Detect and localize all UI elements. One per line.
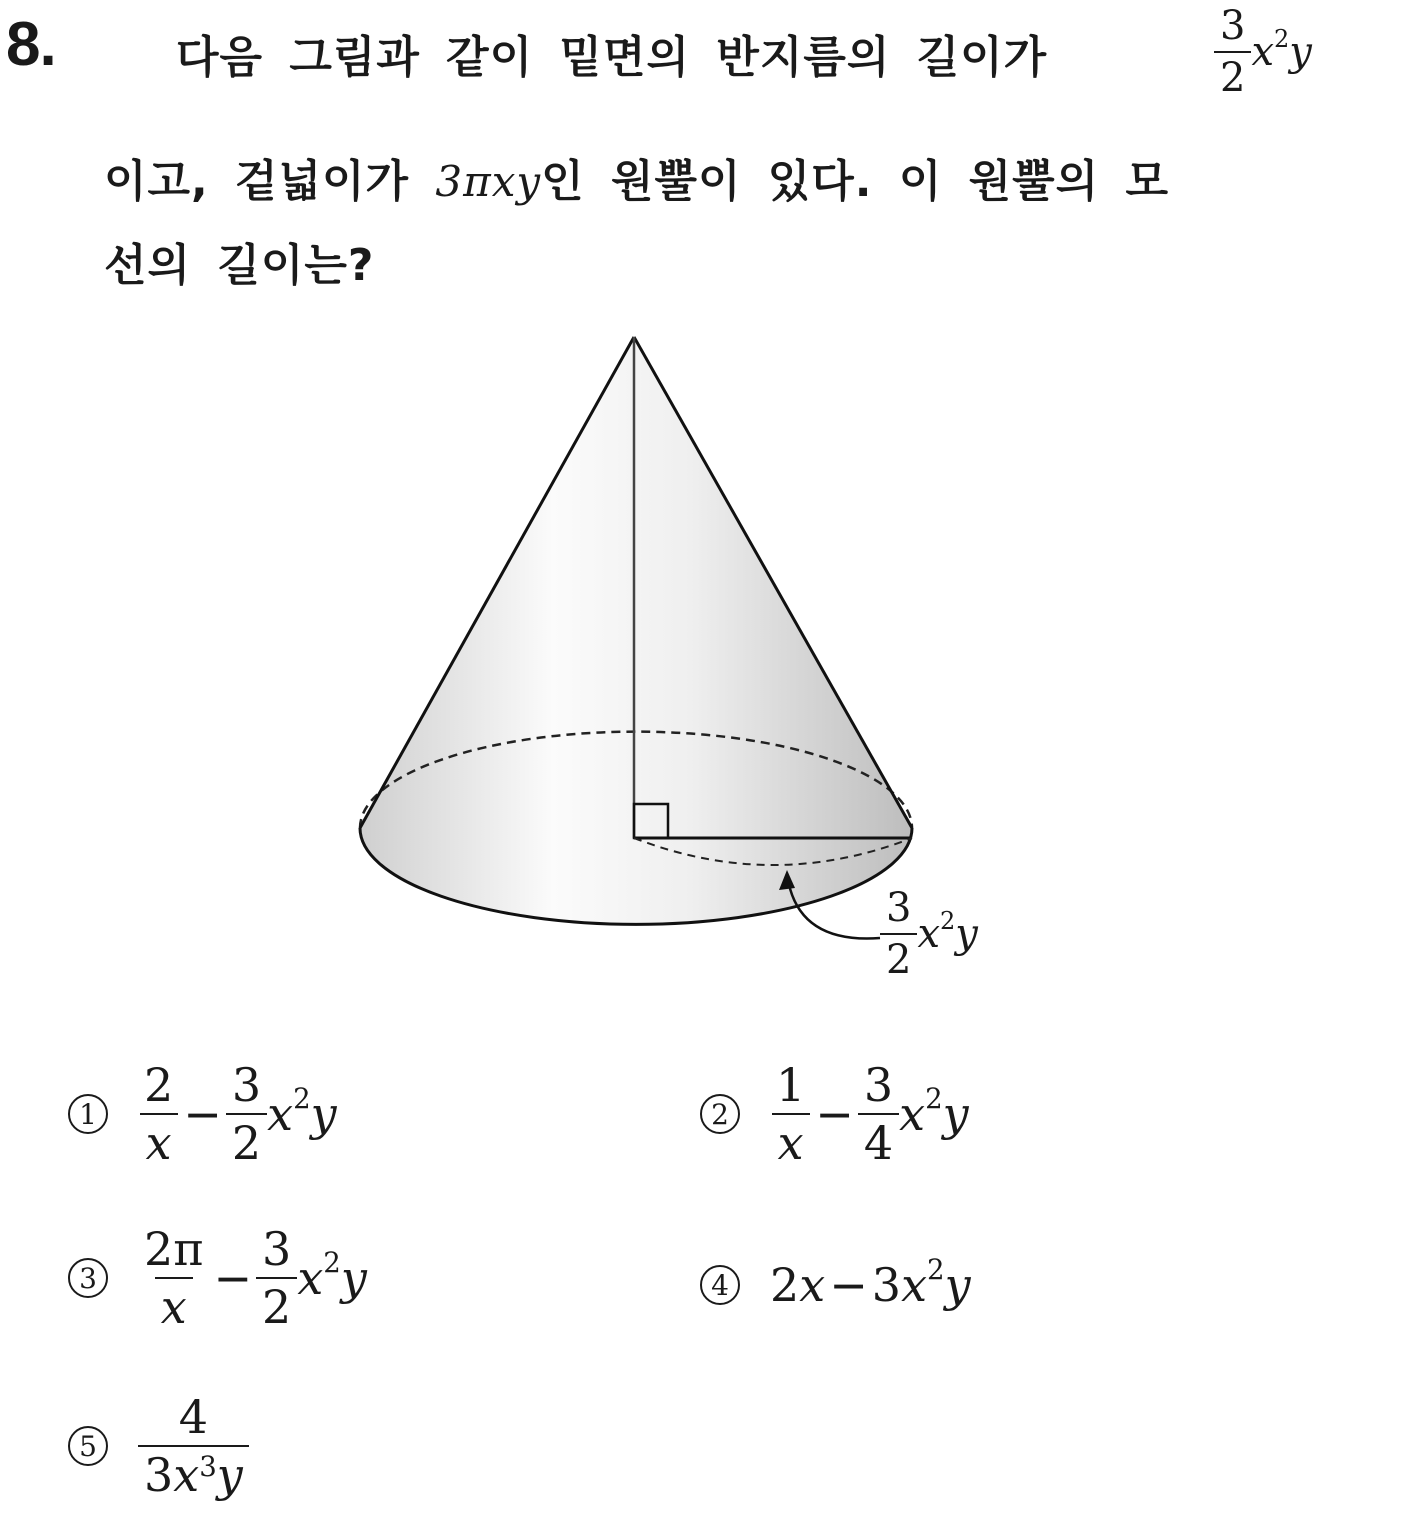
choice-5-expression: $\frac{4}{3x^3y}$	[138, 1394, 249, 1498]
choice-1-marker: 1	[68, 1094, 108, 1134]
line2-suffix: 인 원뿔이 있다. 이 원뿔의 모	[541, 156, 1169, 207]
cone-body	[360, 337, 912, 924]
choice-3-marker: 3	[68, 1258, 108, 1298]
question-line-2	[104, 156, 1169, 207]
line2-prefix: 이고, 겉넓이가	[104, 156, 410, 207]
cone-figure	[340, 320, 940, 960]
choice-1-expression: $\frac{2}{x}$ − $\frac{3}{2}$ x $^2$ y	[138, 1062, 337, 1166]
radius-fraction: $\frac{3}{2}$	[1214, 6, 1251, 98]
radius-expression: $\frac{3}{2}$ x $^2$ y	[1214, 6, 1312, 98]
choice-4[interactable]	[700, 1253, 971, 1312]
choice-1[interactable]	[68, 1058, 337, 1170]
surface-area-expression: 3πxy	[435, 157, 542, 206]
choice-5[interactable]	[68, 1390, 249, 1502]
question-line-3: 선의 길이는?	[104, 240, 375, 291]
choice-2-marker: 2	[700, 1094, 740, 1134]
choice-5-marker: 5	[68, 1426, 108, 1466]
question-number: 8.	[6, 10, 56, 79]
choice-2-expression: $\frac{1}{x}$ − $\frac{3}{4}$ x $^2$ y	[770, 1062, 969, 1166]
question-line-1: 다음 그림과 같이 밑면의 반지름의 길이가	[176, 32, 1048, 83]
radius-label: $\frac{3}{2}$ x $^2$ y	[880, 888, 978, 980]
choice-3[interactable]	[68, 1222, 367, 1334]
choice-2[interactable]	[700, 1058, 969, 1170]
choice-4-marker: 4	[700, 1265, 740, 1305]
choice-4-expression: 2 x − 3 x $^2$ y	[770, 1253, 971, 1312]
choice-3-expression: $\frac{2\pi}{x}$ − $\frac{3}{2}$ x $^2$ y	[144, 1222, 367, 1334]
